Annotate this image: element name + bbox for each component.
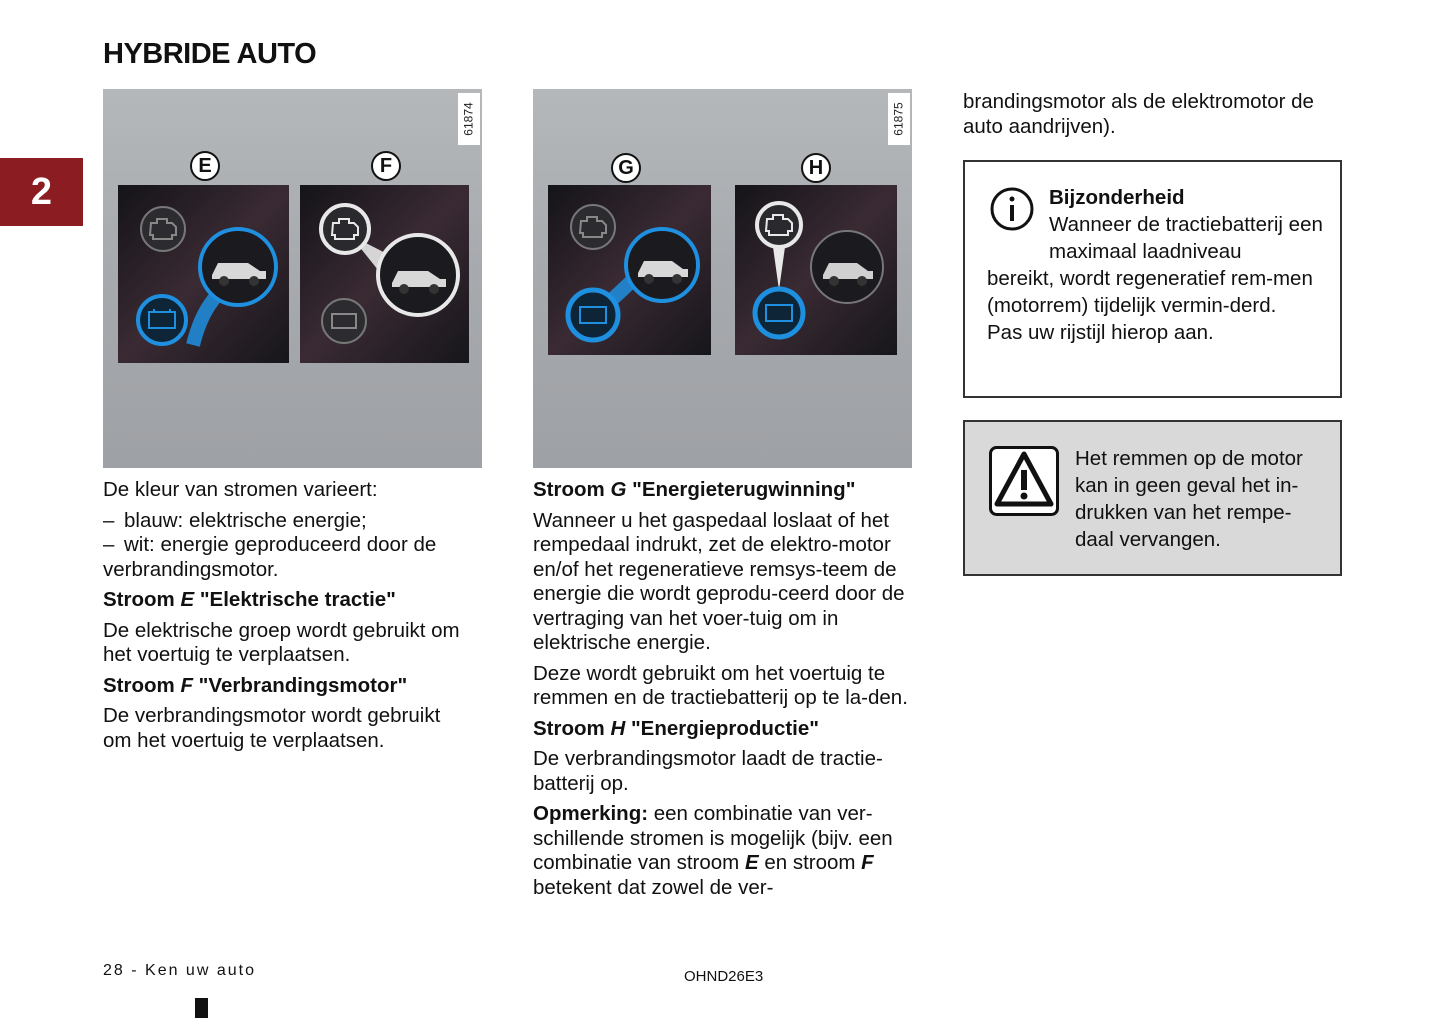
footer-mark [195, 998, 208, 1018]
panel-h [735, 185, 897, 355]
flow-color-intro: De kleur van stromen varieert: [103, 478, 378, 501]
column-3 [963, 90, 1343, 145]
battery-icon [322, 299, 366, 343]
list-item: – wit: energie geproduceerd door de [103, 533, 437, 556]
heading-stroom-h: Stroom H "Energieproductie" [533, 716, 819, 740]
engine-icon [321, 205, 369, 253]
page-title: HYBRIDE AUTO [103, 38, 317, 70]
figure-e-f [103, 89, 482, 468]
car-icon [811, 231, 883, 303]
column-2 [533, 478, 911, 906]
warning-triangle-icon [989, 446, 1059, 523]
warning-box [963, 420, 1342, 576]
info-circle-icon [989, 186, 1035, 239]
footer-doc-code: OHND26E3 [684, 968, 764, 985]
heading-stroom-f: Stroom F "Verbrandingsmotor" [103, 673, 408, 697]
chapter-tab: 2 [0, 158, 83, 226]
heading-stroom-e: Stroom E "Elektrische tractie" [103, 588, 396, 611]
engine-icon [571, 205, 615, 249]
note: Opmerking: een combinatie van ver-schillende stromen is mogelijk (bijv. een combinatie van stroom E en stroom F betekent dat zowel de ver- [533, 802, 893, 899]
label-h: H [801, 153, 831, 183]
list-item: – blauw: elektrische energie; [103, 508, 367, 532]
car-icon [378, 235, 458, 315]
stroom-e-text: De elektrische groep wordt gebruikt om het voertuig te verplaatsen. [103, 618, 460, 666]
stroom-g-text-2: Deze wordt gebruikt om het voertuig te remmen en de tractiebatterij op te la-den. [533, 661, 908, 709]
engine-icon [141, 207, 185, 251]
car-icon [626, 229, 698, 301]
info-box [963, 160, 1342, 398]
label-g: G [611, 153, 641, 183]
label-f: F [371, 151, 401, 181]
figure-code: 61874 [458, 93, 480, 145]
stroom-f-text: De verbrandingsmotor wordt gebruikt om het voertuig te verplaatsen. [103, 704, 441, 752]
info-title: Bijzonderheid [1049, 186, 1185, 209]
panel-f [300, 185, 469, 363]
stroom-h-text: De verbrandingsmotor laadt de tractie-batterij op. [533, 747, 883, 795]
battery-icon [755, 289, 803, 337]
continuation-text: brandingsmotor als de elektromotor de auto aandrijven). [963, 90, 1314, 138]
heading-stroom-g: Stroom G "Energieterugwinning" [533, 478, 856, 501]
stroom-g-text: Wanneer u het gaspedaal loslaat of het rempedaal indrukt, zet de elektro-motor en/of het regeneratieve remsys-teem de energie die wordt geprodu-ceerd door de vertraging van het voer-tuig om in elektrische energie. [533, 508, 905, 654]
footer-page-label: 28 - Ken uw auto [103, 962, 256, 979]
label-e: E [190, 151, 220, 181]
panel-e [118, 185, 289, 363]
info-body: bereikt, wordt regeneratief rem-men (motorrem) tijdelijk vermin-derd. Pas uw rijstijl hierop aan. [987, 267, 1313, 344]
list-continuation: verbrandingsmotor. [103, 557, 279, 581]
battery-icon [568, 290, 618, 340]
battery-icon [138, 296, 186, 344]
column-1 [103, 478, 473, 759]
figure-g-h [533, 89, 912, 468]
warning-text: Het remmen op de motor kan in geen geval het in-drukken van het rempe-daal vervangen. [1075, 447, 1303, 551]
panel-g [548, 185, 711, 355]
engine-icon [757, 203, 801, 247]
info-indented-text: Wanneer de tractiebatterij een maximaal laadniveau [1049, 213, 1323, 263]
figure-code: 61875 [888, 93, 910, 145]
car-icon [200, 229, 276, 305]
